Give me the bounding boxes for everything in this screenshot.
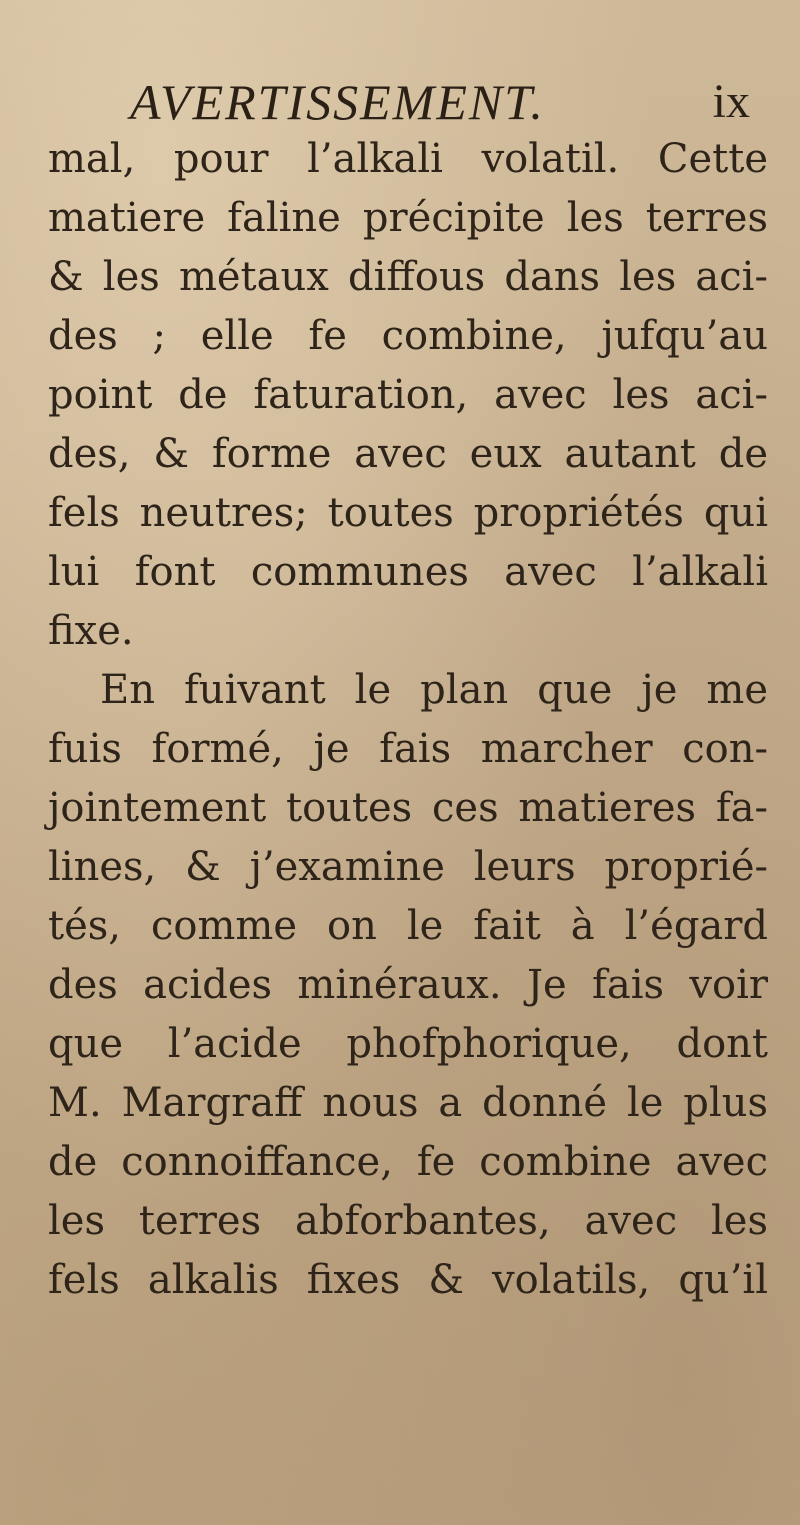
text-line: des ; elle fe combine, jufqu’au xyxy=(48,313,768,359)
text-line: des, & forme avec eux autant de xyxy=(48,431,768,477)
text-line: point de faturation, avec les aci- xyxy=(48,372,768,418)
paragraph-first-line: En fuivant le plan que je me xyxy=(100,667,768,713)
text-line: fixe. xyxy=(48,608,134,654)
text-line: tés, comme on le fait à l’égard xyxy=(48,903,768,949)
page-number: ix xyxy=(712,75,750,128)
running-title: AVERTISSEMENT. xyxy=(130,74,545,130)
text-line: fels neutres; toutes propriétés qui xyxy=(48,490,768,536)
text-line: fels alkalis fixes & volatils, qu’il xyxy=(48,1257,768,1303)
text-line: de connoiffance, fe combine avec xyxy=(48,1139,768,1185)
text-line: lines, & j’examine leurs proprié- xyxy=(48,844,768,890)
text-line: des acides minéraux. Je fais voir xyxy=(48,962,768,1008)
text-line: jointement toutes ces matieres fa- xyxy=(48,785,768,831)
text-line: les terres abforbantes, avec les xyxy=(48,1198,768,1244)
text-line: M. Margraff nous a donné le plus xyxy=(48,1080,768,1126)
text-line: mal, pour l’alkali volatil. Cette xyxy=(48,136,768,182)
text-line: matiere faline précipite les terres xyxy=(48,195,768,241)
page-header xyxy=(130,72,750,132)
text-line: fuis formé, je fais marcher con- xyxy=(48,726,768,772)
text-line: & les métaux diffous dans les aci- xyxy=(48,254,768,300)
text-line: que l’acide phofphorique, dont xyxy=(48,1021,768,1067)
text-line: lui font communes avec l’alkali xyxy=(48,549,768,595)
